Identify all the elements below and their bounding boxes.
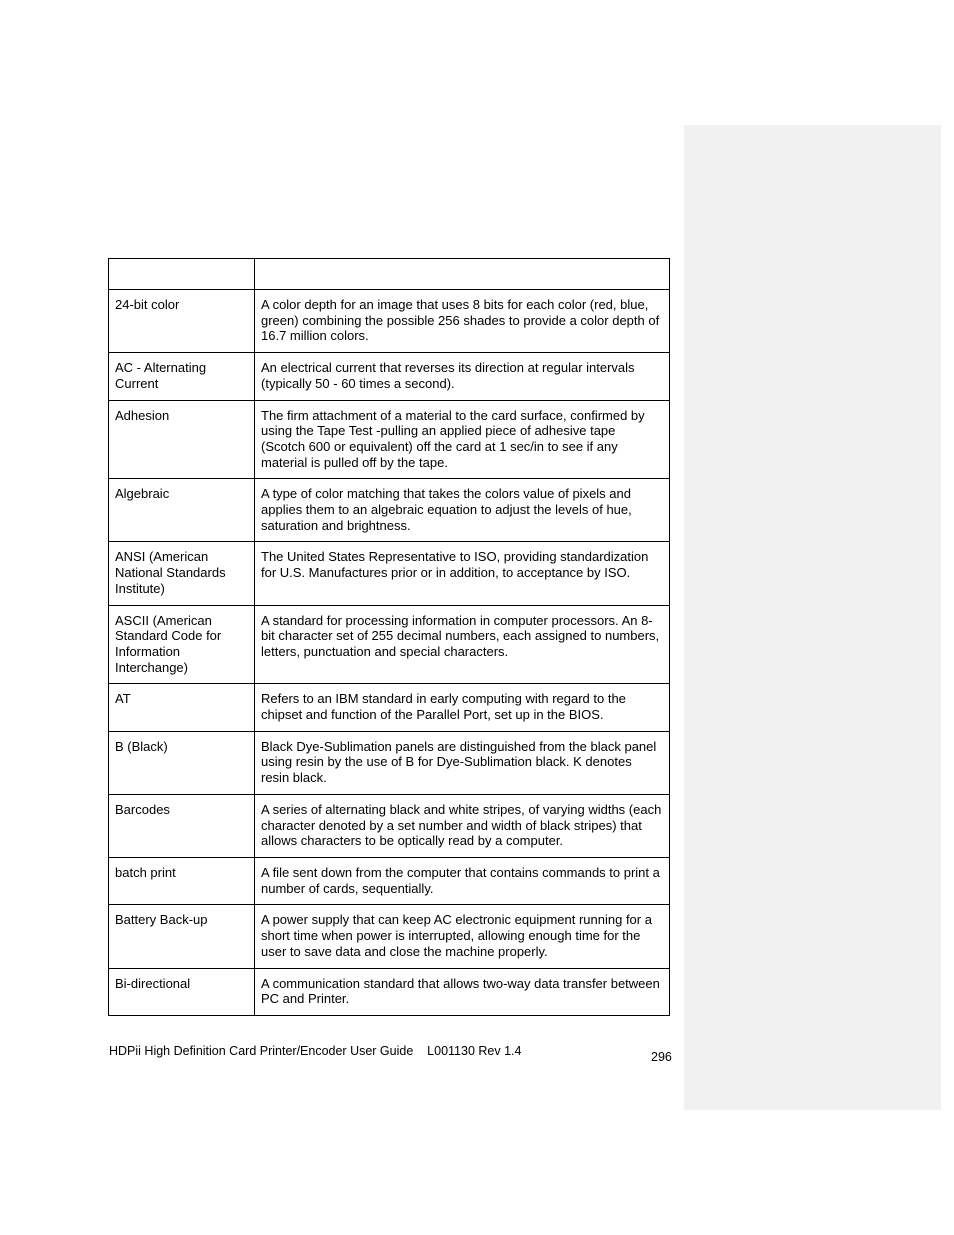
footer-document-title: HDPii High Definition Card Printer/Encoder User Guide L001130 Rev 1.4 [109,1044,522,1058]
definition-cell: A type of color matching that takes the colors value of pixels and applies them to an algebraic equation to adjust the levels of hue, saturation and brightness. [255,479,670,542]
table-row [109,479,670,542]
term-cell: Bi-directional [109,968,255,1015]
page-number: 296 [651,1050,672,1064]
term-cell: Adhesion [109,400,255,479]
term-cell: Algebraic [109,479,255,542]
header-cell-term [109,259,255,290]
header-cell-definition [255,259,670,290]
table-row [109,684,670,731]
term-cell: AC - Alternating Current [109,353,255,400]
definition-cell: A file sent down from the computer that contains commands to print a number of cards, sequentially. [255,857,670,904]
definition-cell: A communication standard that allows two-way data transfer between PC and Printer. [255,968,670,1015]
term-cell: 24-bit color [109,290,255,353]
definition-cell: An electrical current that reverses its direction at regular intervals (typically 50 - 60 times a second). [255,353,670,400]
table-header-row [109,259,670,290]
table-row [109,794,670,857]
table-row [109,968,670,1015]
definition-cell: A power supply that can keep AC electronic equipment running for a short time when power is interrupted, allowing enough time for the user to save data and close the machine properly. [255,905,670,968]
term-cell: ASCII (American Standard Code for Information Interchange) [109,605,255,684]
term-cell: AT [109,684,255,731]
table-row [109,290,670,353]
definition-cell: Black Dye-Sublimation panels are distinguished from the black panel using resin by the use of B for Dye-Sublimation black. K denotes resin black. [255,731,670,794]
definition-cell: Refers to an IBM standard in early computing with regard to the chipset and function of the Parallel Port, set up in the BIOS. [255,684,670,731]
table-row [109,542,670,605]
comment-pane [684,125,941,1110]
definition-cell: The firm attachment of a material to the card surface, confirmed by using the Tape Test -pulling an applied piece of adhesive tape (Scotch 600 or equivalent) off the card at 1 sec/in to see if any material is pulled off by the tape. [255,400,670,479]
table-row [109,400,670,479]
definition-cell: A standard for processing information in computer processors. An 8-bit character set of 255 decimal numbers, each assigned to numbers, letters, punctuation and special characters. [255,605,670,684]
table-row [109,353,670,400]
table-row [109,905,670,968]
table-row [109,605,670,684]
term-cell: Battery Back-up [109,905,255,968]
table-row [109,731,670,794]
definition-cell: A series of alternating black and white stripes, of varying widths (each character denoted by a set number and width of black stripes) that allows characters to be optically read by a computer. [255,794,670,857]
definition-cell: A color depth for an image that uses 8 bits for each color (red, blue, green) combining the possible 256 shades to provide a color depth of 16.7 million colors. [255,290,670,353]
table-row [109,857,670,904]
term-cell: Barcodes [109,794,255,857]
definition-cell: The United States Representative to ISO, providing standardization for U.S. Manufactures prior or in addition, to acceptance by ISO. [255,542,670,605]
term-cell: B (Black) [109,731,255,794]
term-cell: batch print [109,857,255,904]
term-cell: ANSI (American National Standards Institute) [109,542,255,605]
glossary-table [108,258,670,1016]
